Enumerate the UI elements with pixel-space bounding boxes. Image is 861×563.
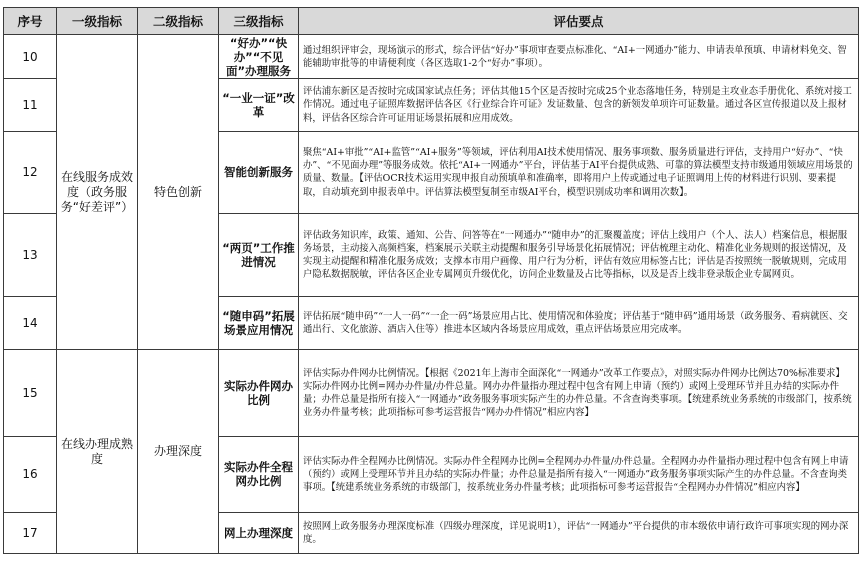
level3-cell: “一业一证”改革 — [219, 79, 299, 132]
row-num: 15 — [4, 350, 57, 437]
header-points: 评估要点 — [299, 8, 859, 35]
row-num: 14 — [4, 296, 57, 350]
evaluation-table-container — [3, 7, 858, 554]
row-num: 16 — [4, 436, 57, 512]
table-row — [4, 35, 859, 79]
level3-cell: “好办”“快办”“不见面”办理服务 — [219, 35, 299, 79]
level1-cell: 在线服务成效度（政务服务“好差评”） — [57, 35, 138, 350]
evaluation-criteria-table — [3, 7, 859, 554]
points-cell: 评估实际办件全程网办比例情况。实际办件全程网办比例=全程网办办件量/办件总量。全程网办办件量指办理过程中包含有网上申请（预约）或网上受理环节并且办结的实际办件量；办件总量是指所有接入“一网通办”政务服务事项实际产生的办件总量。不含查询类事项。【统建系统业务系统的市级部门，按系统业务办件量考核；此项指标可参考运营报告“全程网办办件情况”相应内容】 — [299, 436, 859, 512]
points-cell: 评估浦东新区是否按时完成国家试点任务；评估其他15个区是否按时完成25个业态落地任务，特别是主攻业态手册优化、系统对接工作情况。通过电子证照库数据评估各区《行业综合许可证》发证数量、包含的新领发单项许可证数量。通过各区宣传报道以及上报材料，评估各区综合许可证用证场景拓展和应用成效。 — [299, 79, 859, 132]
level3-cell: 智能创新服务 — [219, 131, 299, 213]
points-cell: 聚焦“AI+审批”“AI+监管”“AI+服务”等领域，评估利用AI技术使用情况、服务事项数、服务质量进行评估，支持用户“好办”、“快办”、“不见面办理”等服务成效。依托“AI+一网通办”平台，评估基于AI平台提供成熟、可靠的算法模型支持市级通用领域应用场景的质量、数量。【评估OCR技术运用实现申报自动预填单和准确率，即将用户上传或通过电子证照调用上传的材料进行识别、要素提取，自动填充到申报表单中。评估算法模型复制至市级AI平台，模型识别成功率和调用次数】。 — [299, 131, 859, 213]
level3-cell: “两页”工作推进情况 — [219, 214, 299, 296]
points-cell: 按照网上政务服务办理深度标准（四级办理深度，详见说明1），评估“一网通办”平台提供的市本级依申请行政许可事项实现的网办深度。 — [299, 512, 859, 553]
table-row — [4, 350, 859, 437]
row-num: 10 — [4, 35, 57, 79]
level3-cell: 实际办件网办比例 — [219, 350, 299, 437]
points-cell: 通过组织评审会，现场演示的形式，综合评估“好办”事项审查要点标准化、“AI+一网通办”能力、申请表单预填、申请材料免交、智能辅助审批等的申请便利度（各区选取1-2个“好办”事项）。 — [299, 35, 859, 79]
level3-cell: 实际办件全程网办比例 — [219, 436, 299, 512]
header-row — [4, 8, 859, 35]
level2-cell: 办理深度 — [138, 350, 219, 554]
level1-cell: 在线办理成熟度 — [57, 350, 138, 554]
points-cell: 评估政务知识库，政策、通知、公告、问答等在“一网通办”“随申办”的汇聚覆盖度；评估上线用户（个人、法人）档案信息，根据服务场景，主动接入高频档案，档案展示关联主动提醒和服务引导场景化拓展情况；评估梳理主动化、精准化业务规则的报送情况，及实现主动提醒和精准化服务成效；支撑本市用户画像、用户行为分析，评估有效应用标签占比；评估是否按照统一脱敏规则，完成用户隐私数据脱敏，评估各区企业专属网页升级优化，访问企业数量及占比等指标，以及是否上线非登录版企业专属网页。 — [299, 214, 859, 296]
level2-cell: 特色创新 — [138, 35, 219, 350]
row-num: 17 — [4, 512, 57, 553]
points-cell: 评估拓展“随申码”“一人一码”“一企一码”场景应用占比、使用情况和体验度；评估基于“随申码”通用场景（政务服务、看病就医、交通出行、文化旅游、酒店入住等）推进本区域内各场景应用成效，重点评估场景应用完成率。 — [299, 296, 859, 350]
level3-cell: “随申码”拓展场景应用情况 — [219, 296, 299, 350]
header-level3: 三级指标 — [219, 8, 299, 35]
level3-cell: 网上办理深度 — [219, 512, 299, 553]
header-level1: 一级指标 — [57, 8, 138, 35]
header-level2: 二级指标 — [138, 8, 219, 35]
header-num: 序号 — [4, 8, 57, 35]
row-num: 12 — [4, 131, 57, 213]
row-num: 11 — [4, 79, 57, 132]
points-cell: 评估实际办件网办比例情况。【根据《2021年上海市全面深化“一网通办”改革工作要点》，对照实际办件网办比例达70%标准要求】实际办件网办比例=网办办件量/办件总量。网办办件量指办理过程中包含有网上申请（预约）或网上受理环节并且办结的实际办件量；办件总量是指所有接入“一网通办”政务服务事项实际产生的办件总量。不含查询类事项。【统建系统业务系统的市级部门，按系统业务办件量考核；此项指标可参考运营报告“网办办件情况”相应内容】 — [299, 350, 859, 437]
row-num: 13 — [4, 214, 57, 296]
